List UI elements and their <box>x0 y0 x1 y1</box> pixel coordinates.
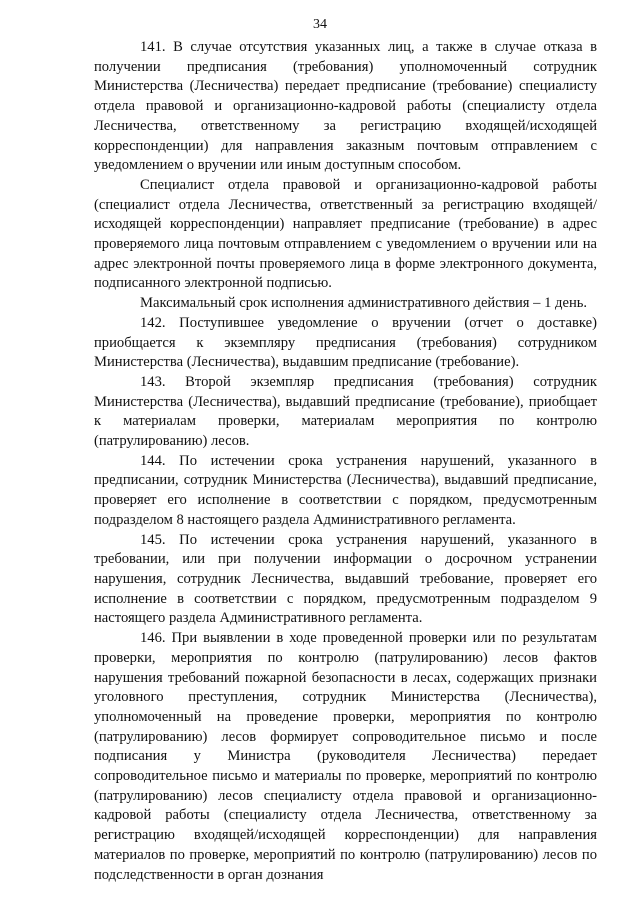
paragraph-141: 141. В случае отсутствия указанных лиц, а также в случае отказа в получении предписания (требования) уполномоченный сотрудник Министерства (Лесничества) передает предписание (требование) специалисту отдела правовой и организационно-кадровой работы (специалисту отдела Лесничества, ответственному за регистрацию входящей/исходящей корреспонденции) для направления заказным почтовым отправлением с уведомлением о вручении или иным доступным способом. <box>94 39 597 174</box>
paragraph-146: 146. При выявлении в ходе проведенной проверки или по результатам проверки, мероприятия по контролю (патрулированию) лесов фактов нарушения требований пожарной безопасности в лесах, содержащих признаки уголовного преступления, сотрудник Министерства (Лесничества), уполномоченный на проведение проверки, мероприятия по контролю (патрулированию) лесов формирует сопроводительное письмо и после подписания у Министра (руководителя Лесничества) передает сопроводительное письмо и материалы по проверке, мероприятий по контролю (патрулированию) лесов специалисту отдела правовой и организационно-кадровой работы (специалисту отдела Лесничества, ответственному за регистрацию входящей/исходящей корреспонденции) для направления материалов по проверке, мероприятий по контролю (патрулированию) лесов по подследственности в орган дознания <box>94 630 597 883</box>
paragraph-144: 144. По истечении срока устранения нарушений, указанного в предписании, сотрудник Министерства (Лесничества), выдавший предписание, проверяет его исполнение в соответствии с порядком, предусмотренным подразделом 8 настоящего раздела Административного регламента. <box>94 452 597 528</box>
paragraph-142: 142. Поступившее уведомление о вручении (отчет о доставке) приобщается к экземпляру предписания (требования) сотрудником Министерства (Лесничества), выдавшим предписание (требование). <box>94 314 597 371</box>
paragraph-145: 145. По истечении срока устранения нарушений, указанного в требовании, или при получении информации о досрочном устранении нарушения, сотрудник Лесничества, выдавший требование, проверяет его исполнение в соответствии с порядком, предусмотренным подразделом 9 настоящего раздела Административного регламента. <box>94 531 597 627</box>
paragraph-max-term: Максимальный срок исполнения административного действия – 1 день. <box>140 295 588 312</box>
document-body <box>94 38 597 885</box>
paragraph-143: 143. Второй экземпляр предписания (требования) сотрудник Министерства (Лесничества), выдавший предписание (требование), приобщает к материалам проверки, материалам мероприятия по контролю (патрулированию) лесов. <box>94 373 597 450</box>
paragraph-specialist: Специалист отдела правовой и организационно-кадровой работы (специалист отдела Лесничества, ответственный за регистрацию входящей/исходящей корреспонденции) направляет предписание (требование) в адрес проверяемого лица почтовым отправлением с уведомлением о вручении или на адрес электронной почты проверяемого лица в форме электронного документа, подписанного электронной подписью. <box>94 176 597 292</box>
page-number: 34 <box>313 17 327 32</box>
